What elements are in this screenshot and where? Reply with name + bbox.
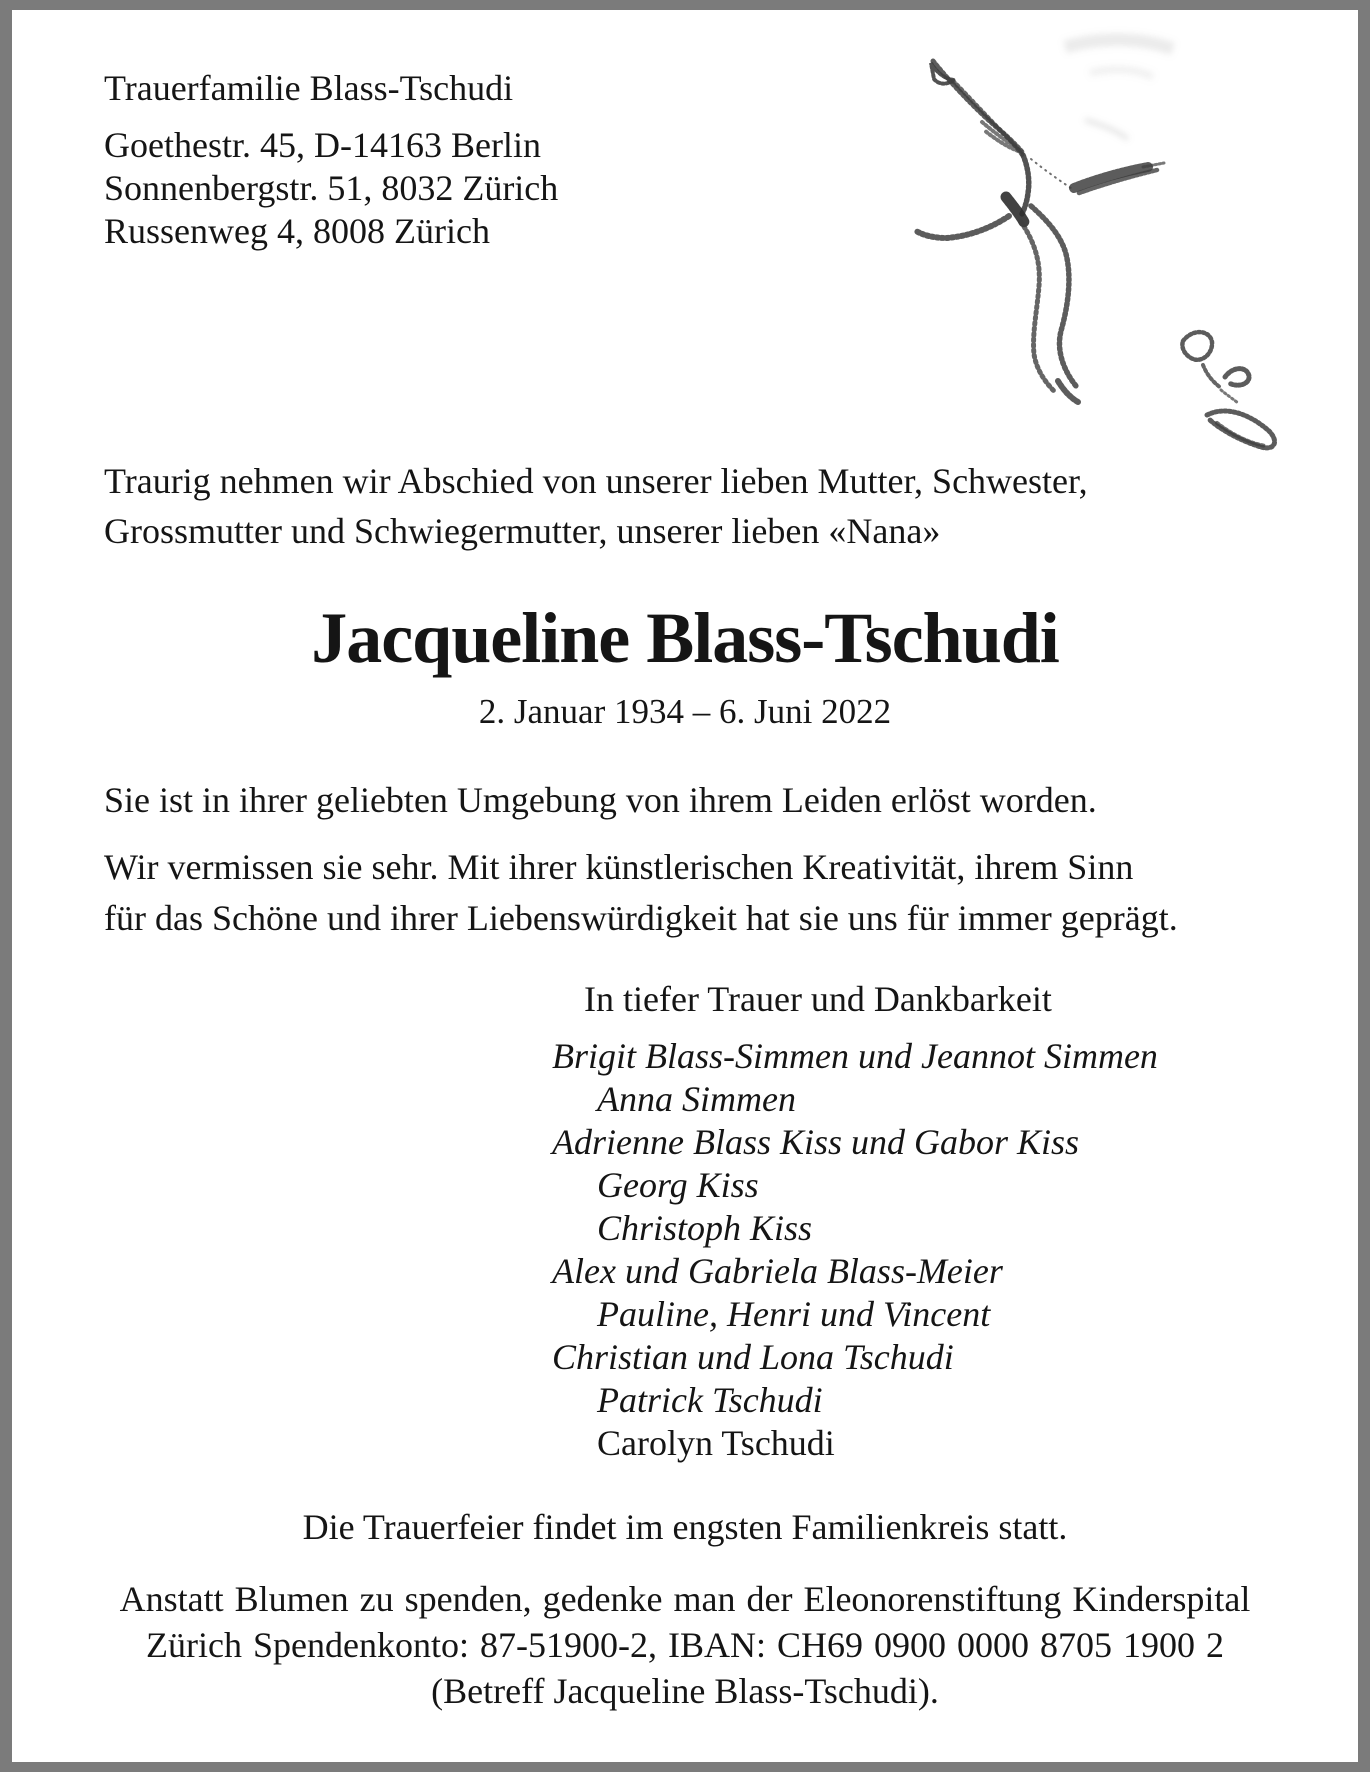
address-line: Russenweg 4, 8008 Zürich (104, 211, 490, 251)
smudge-marks (1065, 40, 1173, 139)
mourner-entry: Carolyn Tschudi (597, 1423, 835, 1463)
donation-line: Anstatt Blumen zu spenden, gedenke man der Eleonorenstiftung Kinderspital (119, 1579, 1251, 1619)
mourner-entry: Christian und Lona Tschudi (552, 1337, 954, 1377)
mourner-entry: Pauline, Henri und Vincent (597, 1294, 991, 1334)
sender-address-block (104, 124, 558, 253)
tribute-paragraph-1: Sie ist in ihrer geliebten Umgebung von ihrem Leiden erlöst worden. (104, 780, 1097, 820)
mourner-entry: Georg Kiss (597, 1165, 759, 1205)
obituary-page (12, 10, 1358, 1762)
donation-line: (Betreff Jacqueline Blass-Tschudi). (431, 1671, 939, 1711)
mourner-entry: Patrick Tschudi (597, 1380, 823, 1420)
tribute-line: für das Schöne und ihrer Liebenswürdigkeit hat sie uns für immer geprägt. (104, 898, 1178, 938)
mourner-entry: Brigit Blass-Simmen und Jeannot Simmen (552, 1036, 1158, 1076)
intro-line: Grossmutter und Schwiegermutter, unserer lieben «Nana» (104, 511, 941, 551)
mourners-list (552, 1035, 1158, 1465)
sender-family-line: Trauerfamilie Blass-Tschudi (104, 68, 514, 108)
intro-line: Traurig nehmen wir Abschied von unserer lieben Mutter, Schwester, (104, 461, 1088, 501)
large-bird (916, 61, 1164, 402)
donation-line: Zürich Spendenkonto: 87-51900-2, IBAN: CH69 0900 0000 8705 1900 2 (146, 1625, 1224, 1665)
address-line: Sonnenbergstr. 51, 8032 Zürich (104, 168, 559, 208)
address-line: Goethestr. 45, D-14163 Berlin (104, 125, 541, 165)
mourner-entry: Alex und Gabriela Blass-Meier (552, 1251, 1003, 1291)
tribute-paragraph-2 (104, 842, 1178, 944)
mourner-entry: Adrienne Blass Kiss und Gabor Kiss (552, 1122, 1080, 1162)
mourner-entry: Anna Simmen (597, 1079, 796, 1119)
birds-sketch-illustration (885, 25, 1295, 455)
mourning-heading: In tiefer Trauer und Dankbarkeit (584, 979, 1052, 1019)
deceased-name: Jacqueline Blass-Tschudi (311, 598, 1059, 678)
intro-paragraph (104, 456, 1088, 556)
life-dates: 2. Januar 1934 – 6. Juni 2022 (478, 692, 892, 731)
ceremony-note: Die Trauerfeier findet im engsten Familienkreis statt. (302, 1507, 1068, 1547)
small-bird (1182, 332, 1274, 448)
tribute-line: Wir vermissen sie sehr. Mit ihrer künstlerischen Kreativität, ihrem Sinn (104, 847, 1134, 887)
donation-note (12, 1576, 1358, 1714)
mourner-entry: Christoph Kiss (597, 1208, 813, 1248)
